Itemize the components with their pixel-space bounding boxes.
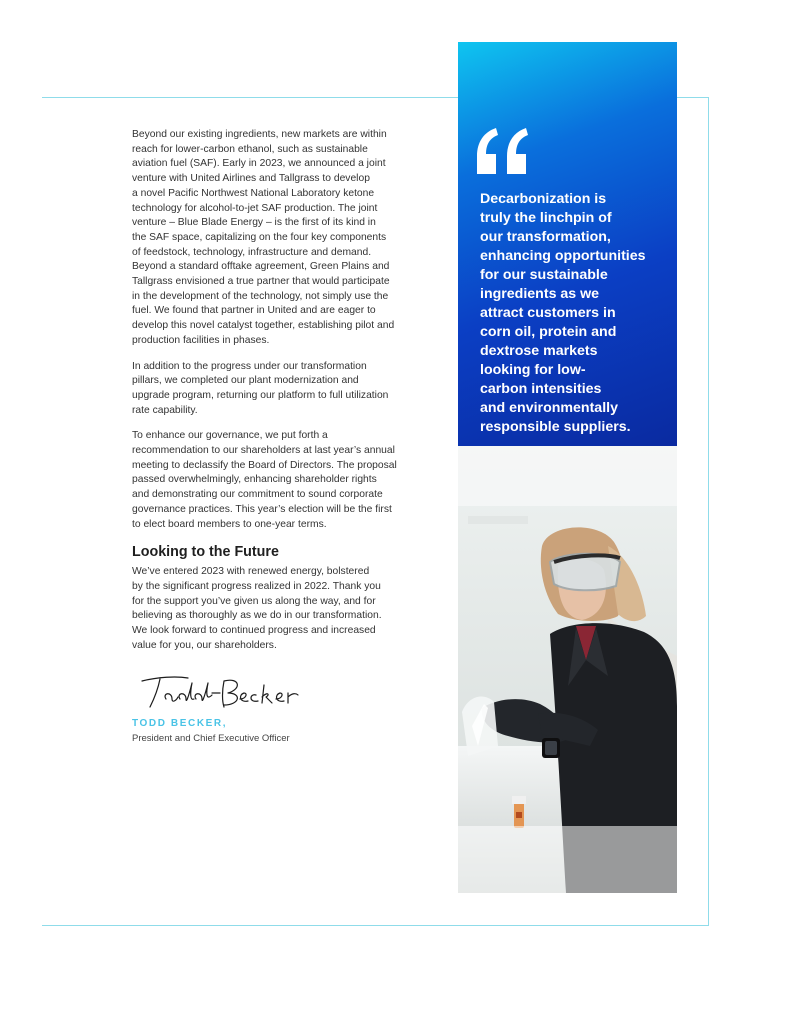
lab-technician-photo — [458, 446, 677, 893]
paragraph-governance: To enhance our governance, we put forth a recommendation to our shareholders at last year’s annual meeting to declassify the Board of Directors. The proposal passed overwhelmingly, enhancing shareholder rights and demonstrating our commitment to sound corporate governance practices. This year’s election will be the first to elect board members to one-year terms. — [132, 430, 397, 530]
signer-title: President and Chief Executive Officer — [132, 732, 290, 744]
frame-line-right — [708, 97, 709, 926]
frame-line-bottom — [42, 925, 709, 926]
signer-name: TODD BECKER, — [132, 717, 228, 729]
future-heading: Looking to the Future — [132, 544, 279, 561]
photo-illustration — [458, 446, 677, 893]
paragraph-saf: Beyond our existing ingredients, new markets are within reach for lower-carbon ethanol, such as sustainable aviation fuel (SAF). Early in 2023, we announced a joint venture with United Airlines and Tallgrass to develop a novel Pacific Northwest National Laboratory ketone technology for alcohol-to-jet SAF production. The joint venture – Blue Blade Energy – is the first of its kind in the SAF space, capitalizing on the four key components of feedstock, technology, infrastructure and demand. Beyond a standard offtake agreement, Green Plains and Tallgrass envisioned a true partner that would participate in the development of the technology, not simply use the fuel. We found that partner in United and are eager to develop this novel catalyst together, establishing pilot and production facilities in phases. — [132, 129, 395, 346]
pull-quote-text: Decarbonization is truly the linchpin of our transformation, enhancing opportunities for our sustainable ingredients as we attract customers in corn oil, protein and dextrose markets looking for low- carbon intensities and environmentally responsible suppliers. — [480, 191, 646, 435]
paragraph-future: We’ve entered 2023 with renewed energy, bolstered by the significant progress realized in 2022. Thank you for the support you’ve given us along the way, and for believing as thoroughly as we do in our transformation. We look forward to continued progress and increased value for you, our shareholders. — [132, 566, 382, 651]
letter-body — [132, 128, 432, 744]
paragraph-modernization: In addition to the progress under our transformation pillars, we completed our plant modernization and upgrade program, returning our platform to full utilization rate capability. — [132, 360, 389, 416]
open-quote-icon — [474, 126, 530, 176]
signature-image — [136, 669, 306, 713]
